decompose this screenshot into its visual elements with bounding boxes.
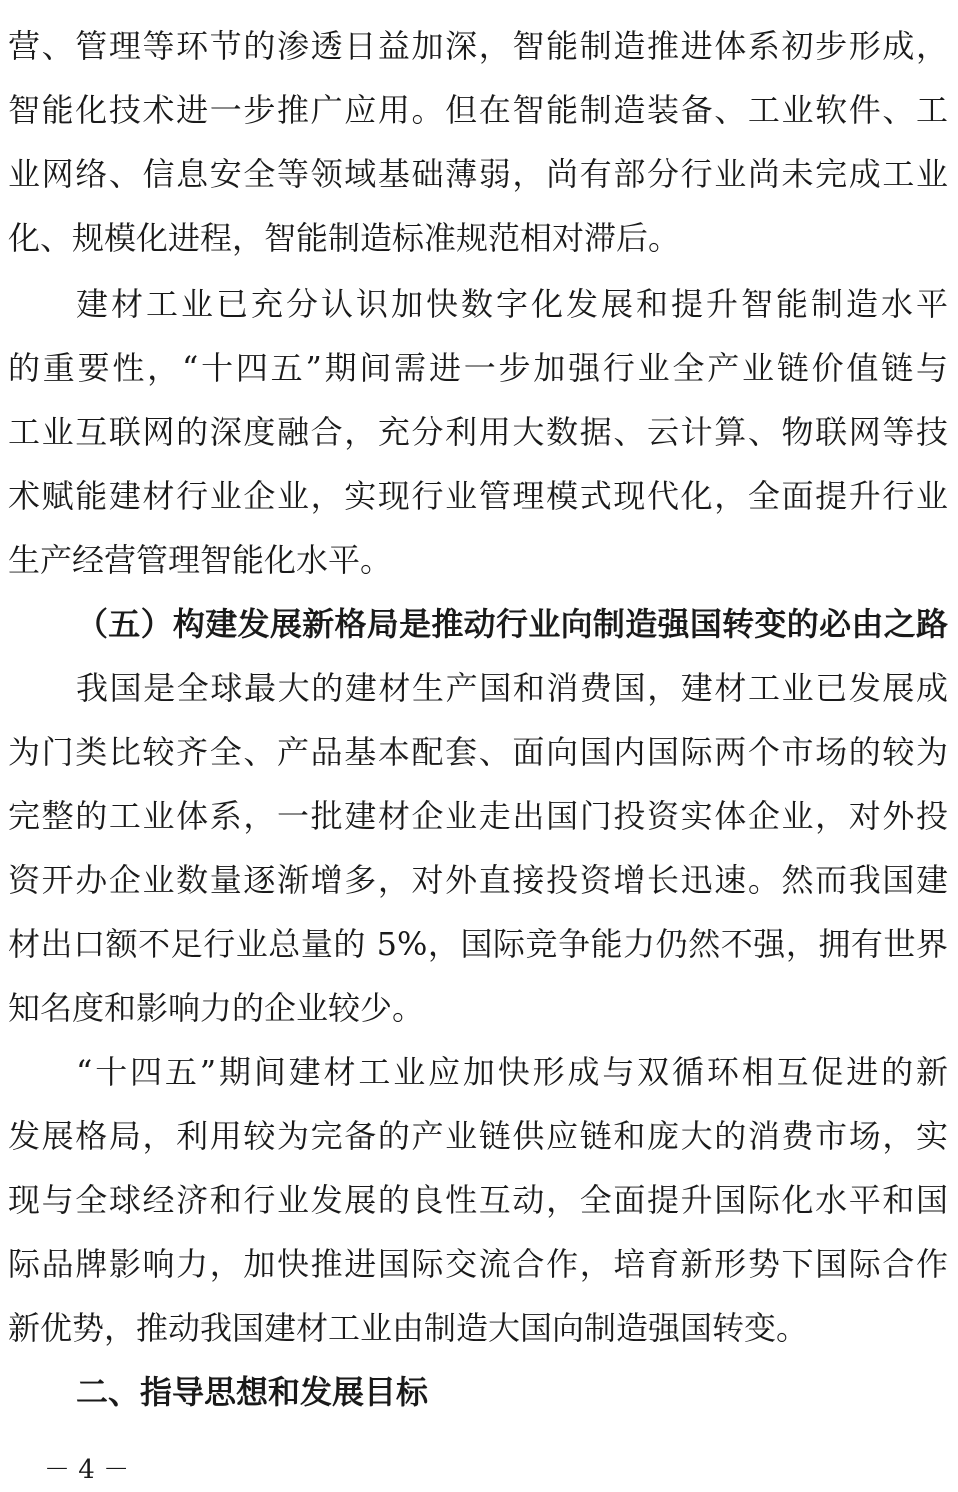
text-line-13: 完整的工业体系，一批建材企业走出国门投资实体企业，对外投 xyxy=(8,797,948,835)
text-line-19: 现与全球经济和行业发展的良性互动，全面提升国际化水平和国 xyxy=(8,1181,948,1219)
text-line-2: 智能化技术进一步推广应用。但在智能制造装备、工业软件、工 xyxy=(8,91,948,129)
text-line-1: 营、管理等环节的渗透日益加深，智能制造推进体系初步形成， xyxy=(8,27,948,65)
text-line-12: 为门类比较齐全、产品基本配套、面向国内国际两个市场的较为 xyxy=(8,733,948,771)
text-line-15: 材出口额不足行业总量的 5%，国际竞争能力仍然不强，拥有世界 xyxy=(8,925,948,963)
subsection-heading: （五）构建发展新格局是推动行业向制造强国转变的必由之路 xyxy=(76,605,948,643)
text-line-20: 际品牌影响力，加快推进国际交流合作，培育新形势下国际合作 xyxy=(8,1245,948,1283)
text-line-9: 生产经营管理智能化水平。 xyxy=(8,541,393,579)
text-line-5: 建材工业已充分认识加快数字化发展和提升智能制造水平 xyxy=(76,285,948,323)
text-line-3: 业网络、信息安全等领域基础薄弱，尚有部分行业尚未完成工业 xyxy=(8,155,948,193)
text-line-8: 术赋能建材行业企业，实现行业管理模式现代化，全面提升行业 xyxy=(8,477,948,515)
text-line-18: 发展格局，利用较为完备的产业链供应链和庞大的消费市场，实 xyxy=(8,1117,948,1155)
text-line-7: 工业互联网的深度融合，充分利用大数据、云计算、物联网等技 xyxy=(8,413,948,451)
text-line-16: 知名度和影响力的企业较少。 xyxy=(8,989,425,1027)
text-line-11: 我国是全球最大的建材生产国和消费国，建材工业已发展成 xyxy=(76,669,948,707)
text-line-21: 新优势，推动我国建材工业由制造大国向制造强国转变。 xyxy=(8,1309,809,1347)
text-line-6: 的重要性，“十四五”期间需进一步加强行业全产业链价值链与 xyxy=(8,349,948,387)
section-heading: 二、指导思想和发展目标 xyxy=(76,1373,429,1411)
page-number: － 4 － xyxy=(44,1455,130,1485)
text-line-14: 资开办企业数量逐渐增多，对外直接投资增长迅速。然而我国建 xyxy=(8,861,948,899)
text-line-17: “十四五”期间建材工业应加快形成与双循环相互促进的新 xyxy=(76,1053,948,1091)
text-line-4: 化、规模化进程，智能制造标准规范相对滞后。 xyxy=(8,219,681,257)
